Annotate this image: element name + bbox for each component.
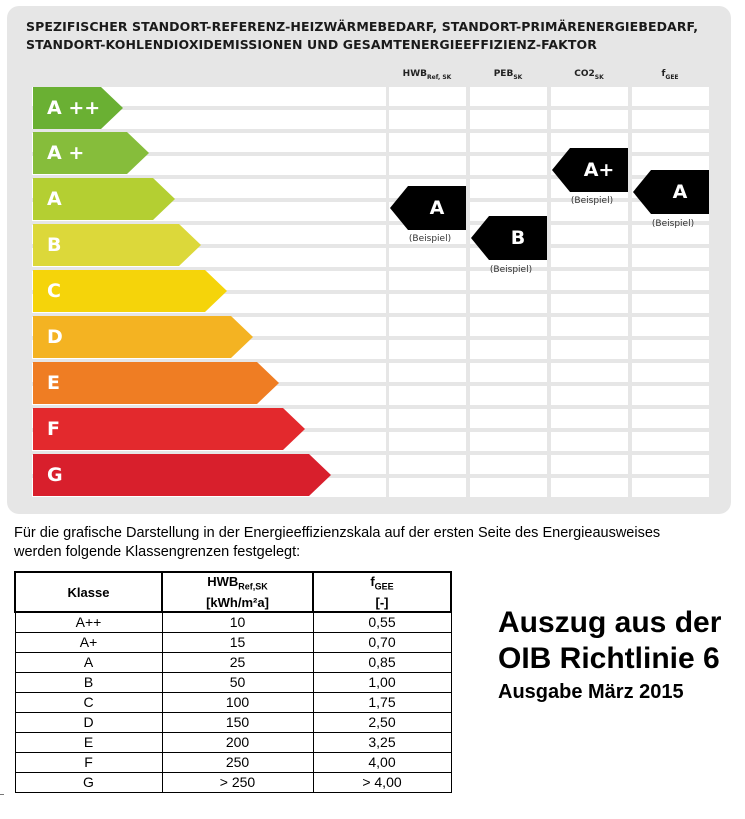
class-arrow-9 — [33, 454, 333, 496]
scale-cell — [389, 110, 466, 129]
scale-cell — [551, 340, 628, 359]
scale-cell — [632, 294, 709, 313]
class-arrow-label: A ++ — [47, 97, 101, 119]
class-arrow-label: A + — [47, 142, 85, 164]
scale-cell — [551, 87, 628, 106]
scale-cell — [389, 363, 466, 382]
class-arrow-5 — [33, 270, 229, 312]
example-note-fgee: (Beispiel) — [651, 219, 695, 229]
scale-cell — [389, 409, 466, 428]
table-row — [15, 713, 451, 733]
cell-klasse: D — [15, 713, 162, 733]
header-fgee: $f_{GEE}$ [-] — [313, 572, 451, 612]
class-arrow-8 — [33, 408, 307, 450]
scale-cell — [551, 294, 628, 313]
table-row — [15, 693, 451, 713]
scale-cell — [389, 248, 466, 267]
cell-hwb: 100 — [162, 693, 313, 713]
cell-hwb: 25 — [162, 653, 313, 673]
scale-cell — [389, 455, 466, 474]
cell-f: 4,00 — [313, 753, 451, 773]
table-row — [15, 673, 451, 693]
cell-hwb: 200 — [162, 733, 313, 753]
scale-cell — [389, 478, 466, 497]
class-arrow-label: E — [47, 372, 60, 394]
scale-cell — [632, 87, 709, 106]
cell-klasse: A++ — [15, 612, 162, 633]
example-marker-co2: A+ — [552, 148, 628, 192]
scale-heading-line1: SPEZIFISCHER STANDORT-REFERENZ-HEIZWÄRMEBEDARF, STANDORT-PRIMÄRENERGIEBEDARF, — [26, 19, 699, 34]
scale-cell — [551, 271, 628, 290]
cell-f: 0,85 — [313, 653, 451, 673]
class-arrow-1 — [33, 87, 125, 129]
class-arrow-2 — [33, 132, 151, 174]
scale-cell — [551, 432, 628, 451]
table-row — [15, 753, 451, 773]
scale-cell — [470, 179, 547, 198]
quote-line3: Ausgabe März 2015 — [498, 681, 684, 703]
class-arrow-label: F — [47, 418, 60, 440]
header-klasse: Klasse — [15, 572, 162, 612]
scale-heading — [26, 18, 726, 54]
example-marker-peb: B — [471, 216, 547, 260]
class-arrow-7 — [33, 362, 281, 404]
class-arrow-label: D — [47, 326, 63, 348]
scale-cell — [389, 340, 466, 359]
cell-f: 3,25 — [313, 733, 451, 753]
intro-line2: werden folgende Klassengrenzen festgelegt: — [14, 544, 301, 560]
cell-klasse: E — [15, 733, 162, 753]
column-header-peb: $PEB_{SK}$ — [493, 69, 523, 81]
scale-cell — [470, 363, 547, 382]
class-arrow-4 — [33, 224, 203, 266]
scale-cell — [470, 110, 547, 129]
class-arrow-label: B — [47, 234, 62, 256]
scale-cell — [470, 294, 547, 313]
intro-line1: Für die grafische Darstellung in der Energieeffizienzskala auf der ersten Seite des Energieausweises — [14, 525, 661, 541]
class-arrow-label: G — [47, 464, 63, 486]
cell-klasse: B — [15, 673, 162, 693]
scale-cell — [389, 294, 466, 313]
example-note-hwb: (Beispiel) — [408, 234, 452, 244]
table-header-row — [15, 572, 451, 612]
scale-cell — [551, 248, 628, 267]
scale-cell — [632, 110, 709, 129]
page-mark — [0, 794, 4, 795]
scale-cell — [551, 386, 628, 405]
class-arrow-3 — [33, 178, 177, 220]
column-header-hwb: $HWB_{Ref, SK}$ — [402, 69, 452, 81]
scale-cell — [470, 455, 547, 474]
scale-cell — [632, 363, 709, 382]
scale-cell — [470, 409, 547, 428]
scale-cell — [389, 87, 466, 106]
cell-klasse: A+ — [15, 633, 162, 653]
cell-f: 0,55 — [313, 612, 451, 633]
scale-cell — [632, 386, 709, 405]
class-arrow-6 — [33, 316, 255, 358]
header-hwb: $HWB_{Ref,SK}$ [kWh/m²a] — [162, 572, 313, 612]
scale-cell — [389, 386, 466, 405]
scale-cell — [551, 409, 628, 428]
scale-cell — [470, 340, 547, 359]
cell-hwb: 250 — [162, 753, 313, 773]
cell-klasse: G — [15, 773, 162, 793]
column-header-co2: $CO2_{SK}$ — [574, 69, 604, 81]
cell-hwb: 50 — [162, 673, 313, 693]
scale-cell — [470, 87, 547, 106]
scale-cell — [632, 340, 709, 359]
cell-klasse: A — [15, 653, 162, 673]
scale-cell — [551, 363, 628, 382]
scale-cell — [551, 110, 628, 129]
example-marker-fgee: A — [633, 170, 709, 214]
scale-heading-line2: STANDORT-KOHLENDIOXIDEMISSIONEN UND GESAMTENERGIEEFFIZIENZ-FAKTOR — [26, 37, 598, 52]
scale-cell — [389, 133, 466, 152]
scale-cell — [632, 478, 709, 497]
class-arrow-label: A — [47, 188, 62, 210]
scale-cell — [389, 271, 466, 290]
scale-cell — [470, 386, 547, 405]
table-row — [15, 733, 451, 753]
scale-cell — [551, 478, 628, 497]
intro-text — [14, 524, 744, 562]
scale-cell — [632, 409, 709, 428]
quote-line2: OIB Richtlinie 6 — [498, 642, 720, 675]
cell-f: 1,75 — [313, 693, 451, 713]
cell-f: 1,00 — [313, 673, 451, 693]
table-row — [15, 773, 451, 793]
cell-hwb: 150 — [162, 713, 313, 733]
scale-cell — [389, 317, 466, 336]
cell-f: > 4,00 — [313, 773, 451, 793]
column-header-fgee: $f_{GEE}$ — [661, 69, 679, 81]
scale-cell — [389, 432, 466, 451]
table-row — [15, 653, 451, 673]
cell-hwb: 15 — [162, 633, 313, 653]
cell-f: 2,50 — [313, 713, 451, 733]
example-marker-hwb: A — [390, 186, 466, 230]
quote-line1: Auszug aus der — [498, 606, 722, 639]
scale-cell — [551, 225, 628, 244]
scale-cell — [470, 133, 547, 152]
scale-cell — [470, 156, 547, 175]
cell-klasse: F — [15, 753, 162, 773]
scale-cell — [470, 478, 547, 497]
table-row — [15, 612, 451, 633]
scale-cell — [551, 317, 628, 336]
scale-cell — [632, 432, 709, 451]
scale-cell — [551, 455, 628, 474]
example-note-peb: (Beispiel) — [489, 265, 533, 275]
cell-hwb: > 250 — [162, 773, 313, 793]
scale-cell — [632, 317, 709, 336]
scale-cell — [632, 248, 709, 267]
scale-cell — [632, 271, 709, 290]
class-arrow-label: C — [47, 280, 61, 302]
scale-cell — [470, 317, 547, 336]
scale-cell — [389, 156, 466, 175]
scale-cell — [470, 432, 547, 451]
cell-hwb: 10 — [162, 612, 313, 633]
cell-f: 0,70 — [313, 633, 451, 653]
scale-cell — [632, 133, 709, 152]
class-limits-table — [14, 571, 452, 793]
table-row — [15, 633, 451, 653]
scale-cell — [632, 455, 709, 474]
cell-klasse: C — [15, 693, 162, 713]
example-note-co2: (Beispiel) — [570, 196, 614, 206]
